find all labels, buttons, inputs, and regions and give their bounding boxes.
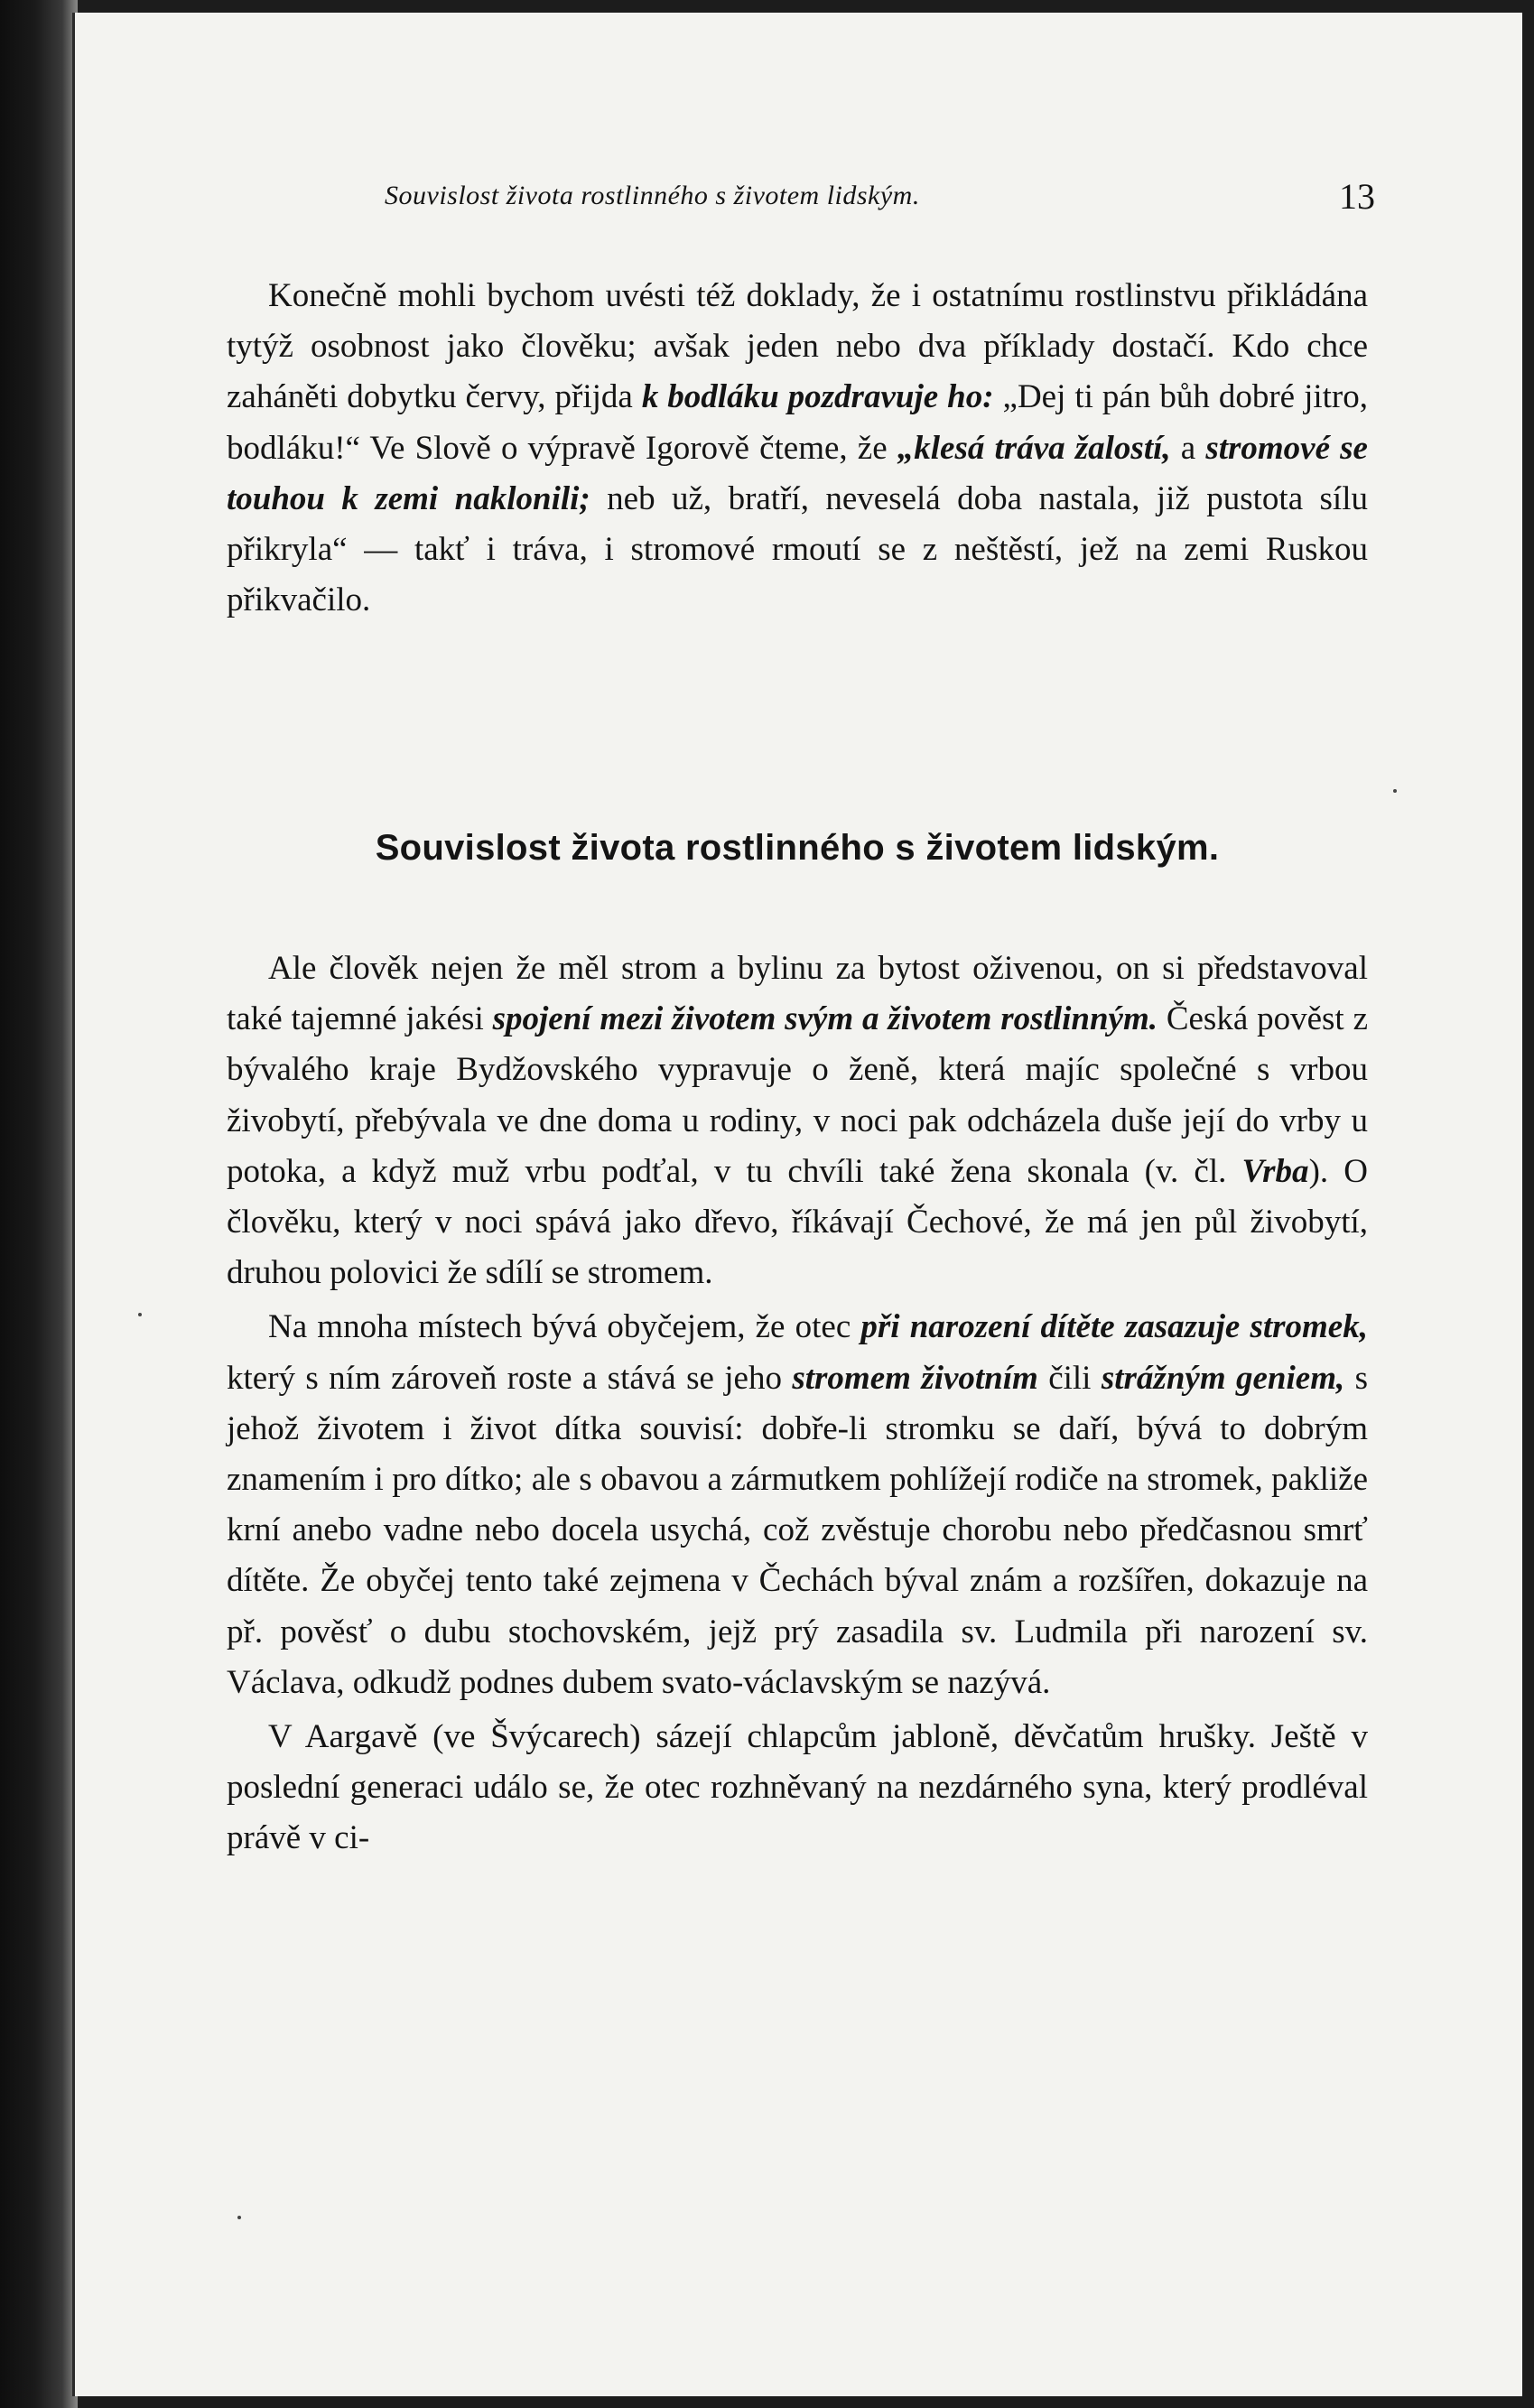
emphasis-run: spojení mezi životem svým a životem rostlinným. [492, 1000, 1157, 1038]
text-run: který s ním zároveň roste a stává se jeho [227, 1359, 793, 1397]
text-run: Na mnoha místech bývá obyčejem, že otec [268, 1308, 861, 1346]
emphasis-run: při narození dítěte zasazuje stromek, [860, 1308, 1368, 1346]
running-title: Souvislost života rostlinného s životem lidským. [385, 181, 920, 210]
text-run: s jehož životem i život dítka souvisí: dobře-li stromku se daří, bývá to dobrým znamením i pro dítko; ale s obavou a zármutkem pohlížejí rodiče na stromek, pakliže krní anebo vadne nebo docela usychá, což zvěstuje chorobu nebo předčasnou smrť dítěte. Že obyčej tento také zejmena v Čechách býval znám a rozšířen, dokazuje na př. pověsť o dubu stochovském, jejž prý zasadila sv. Ludmila při narození sv. Václava, odkudž podnes dubem svato-václavským se nazývá. [227, 1359, 1369, 1701]
text-run: „Dej ti pán bůh dobré jitro, bodláku!“ Ve Slově o výpravě Igorově čteme, že [227, 378, 1368, 467]
paragraph-1 [227, 271, 1368, 626]
text-run: a [1170, 429, 1206, 467]
page-header [227, 176, 1375, 235]
section-body [227, 944, 1368, 1864]
emphasis-run: strážným geniem, [1101, 1359, 1345, 1397]
paper-speck [138, 1313, 142, 1316]
paper-speck [1393, 789, 1397, 793]
emphasis-run: Vrba [1241, 1152, 1309, 1190]
paragraph-3 [227, 1302, 1368, 1708]
paragraph-4 [227, 1712, 1368, 1864]
paragraph-2 [227, 944, 1368, 1298]
emphasis-run: „klesá tráva žalostí, [897, 429, 1171, 467]
text-run: čili [1037, 1359, 1102, 1397]
book-page [72, 13, 1522, 2396]
text-run: Konečně mohli bychom uvésti též doklady, že i ostatnímu rostlinstvu přikládána tytýž osobnost jako člověku; avšak jeden nebo dva příklady dostačí. Kdo chce zaháněti dobytku červy, přijda [227, 277, 1368, 416]
emphasis-run: k bodláku pozdravuje ho: [641, 378, 994, 416]
text-run: Ale člověk nejen že měl strom a bylinu za bytost oživenou, on si představoval také tajemné jakési [227, 950, 1368, 1038]
text-run: Česká pověst z bývalého kraje Bydžovského vypravuje o ženě, která majíc společné s vrbou živobytí, přebývala ve dne doma u rodiny, v noci pak odcházela duše její do vrby u potoka, a když muž vrbu podťal, v tu chvíli také žena skonala (v. čl. [227, 1000, 1368, 1190]
emphasis-run: stromové se touhou k zemi naklonili; [227, 429, 1368, 517]
book-binding-edge [0, 0, 78, 2408]
paper-speck [237, 2216, 241, 2219]
text-run: V Aargavě (ve Švýcarech) sázejí chlapcům jabloně, děvčatům hrušky. Ještě v poslední generaci událo se, že otec rozhněvaný na nezdárného syna, který prodléval právě v ci- [227, 1718, 1368, 1857]
section-heading: Souvislost života rostlinného s životem lidským. [375, 828, 1220, 868]
text-run: neb už, bratří, neveselá doba nastala, již pustota sílu přikryla“ — takť i tráva, i stromové rmoutí se z neštěstí, jež na zemi Ruskou přikvačilo. [227, 479, 1368, 619]
text-run: ). O člověku, který v noci spává jako dřevo, říkávají Čechové, že má jen půl živobytí, druhou polovici že sdílí se stromem. [227, 1152, 1368, 1292]
page-number: 13 [1339, 176, 1375, 217]
emphasis-run: stromem životním [792, 1359, 1038, 1397]
